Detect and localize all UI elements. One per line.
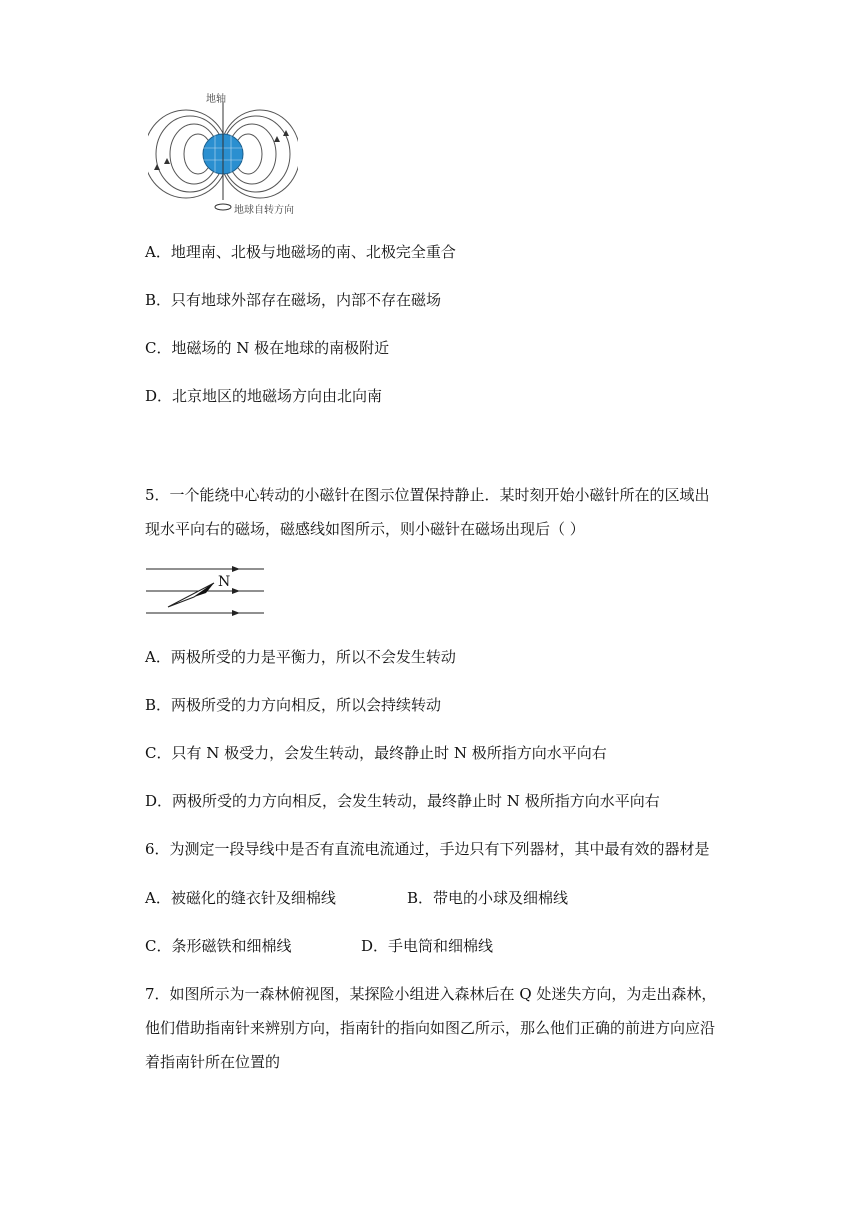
q5-option-c: C．只有 N 极受力，会发生转动，最终静止时 N 极所指方向水平向右 [145, 744, 607, 762]
q5-option-a: A．两极所受的力是平衡力，所以不会发生转动 [145, 648, 456, 666]
q4-option-c: C．地磁场的 N 极在地球的南极附近 [145, 339, 390, 357]
needle-n-label: N [218, 574, 231, 590]
q7-stem-line1: 7．如图所示为一森林俯视图，某探险小组进入森林后在 Q 处迷失方向，为走出森林， [145, 985, 717, 1003]
earth-magnetic-field-figure [148, 88, 298, 216]
q5-stem-line1: 5．一个能绕中心转动的小磁针在图示位置保持静止．某时刻开始小磁针所在的区域出 [145, 486, 710, 504]
field-lines-diagram [146, 563, 266, 618]
q4-option-d: D．北京地区的地磁场方向由北向南 [145, 387, 383, 405]
q5-stem-line2: 现水平向右的磁场，磁感线如图所示，则小磁针在磁场出现后（ ） [145, 520, 585, 538]
q5-option-b: B．两极所受的力方向相反，所以会持续转动 [145, 696, 442, 714]
q6-option-d: D．手电筒和细棉线 [361, 937, 494, 955]
q4-option-b: B．只有地球外部存在磁场，内部不存在磁场 [145, 291, 442, 309]
earth-field-diagram [148, 88, 298, 216]
q6-option-c: C．条形磁铁和细棉线 [145, 937, 292, 955]
q6-option-a: A．被磁化的缝衣针及细棉线 [145, 889, 336, 907]
q7-stem-line2: 他们借助指南针来辨别方向，指南针的指向如图乙所示，那么他们正确的前进方向应沿 [145, 1019, 716, 1037]
q6-stem: 6．为测定一段导线中是否有直流电流通过，手边只有下列器材，其中最有效的器材是 [145, 840, 710, 858]
q6-option-b: B．带电的小球及细棉线 [407, 889, 569, 907]
earth-axis-label: 地轴 [206, 94, 226, 105]
q7-stem-line3: 着指南针所在位置的 [145, 1053, 281, 1071]
q4-option-a: A．地理南、北极与地磁场的南、北极完全重合 [145, 243, 456, 261]
earth-rotation-label: 地球自转方向 [234, 205, 294, 216]
q5-option-d: D．两极所受的力方向相反，会发生转动，最终静止时 N 极所指方向水平向右 [145, 792, 660, 810]
magnetic-needle-figure [146, 563, 266, 618]
